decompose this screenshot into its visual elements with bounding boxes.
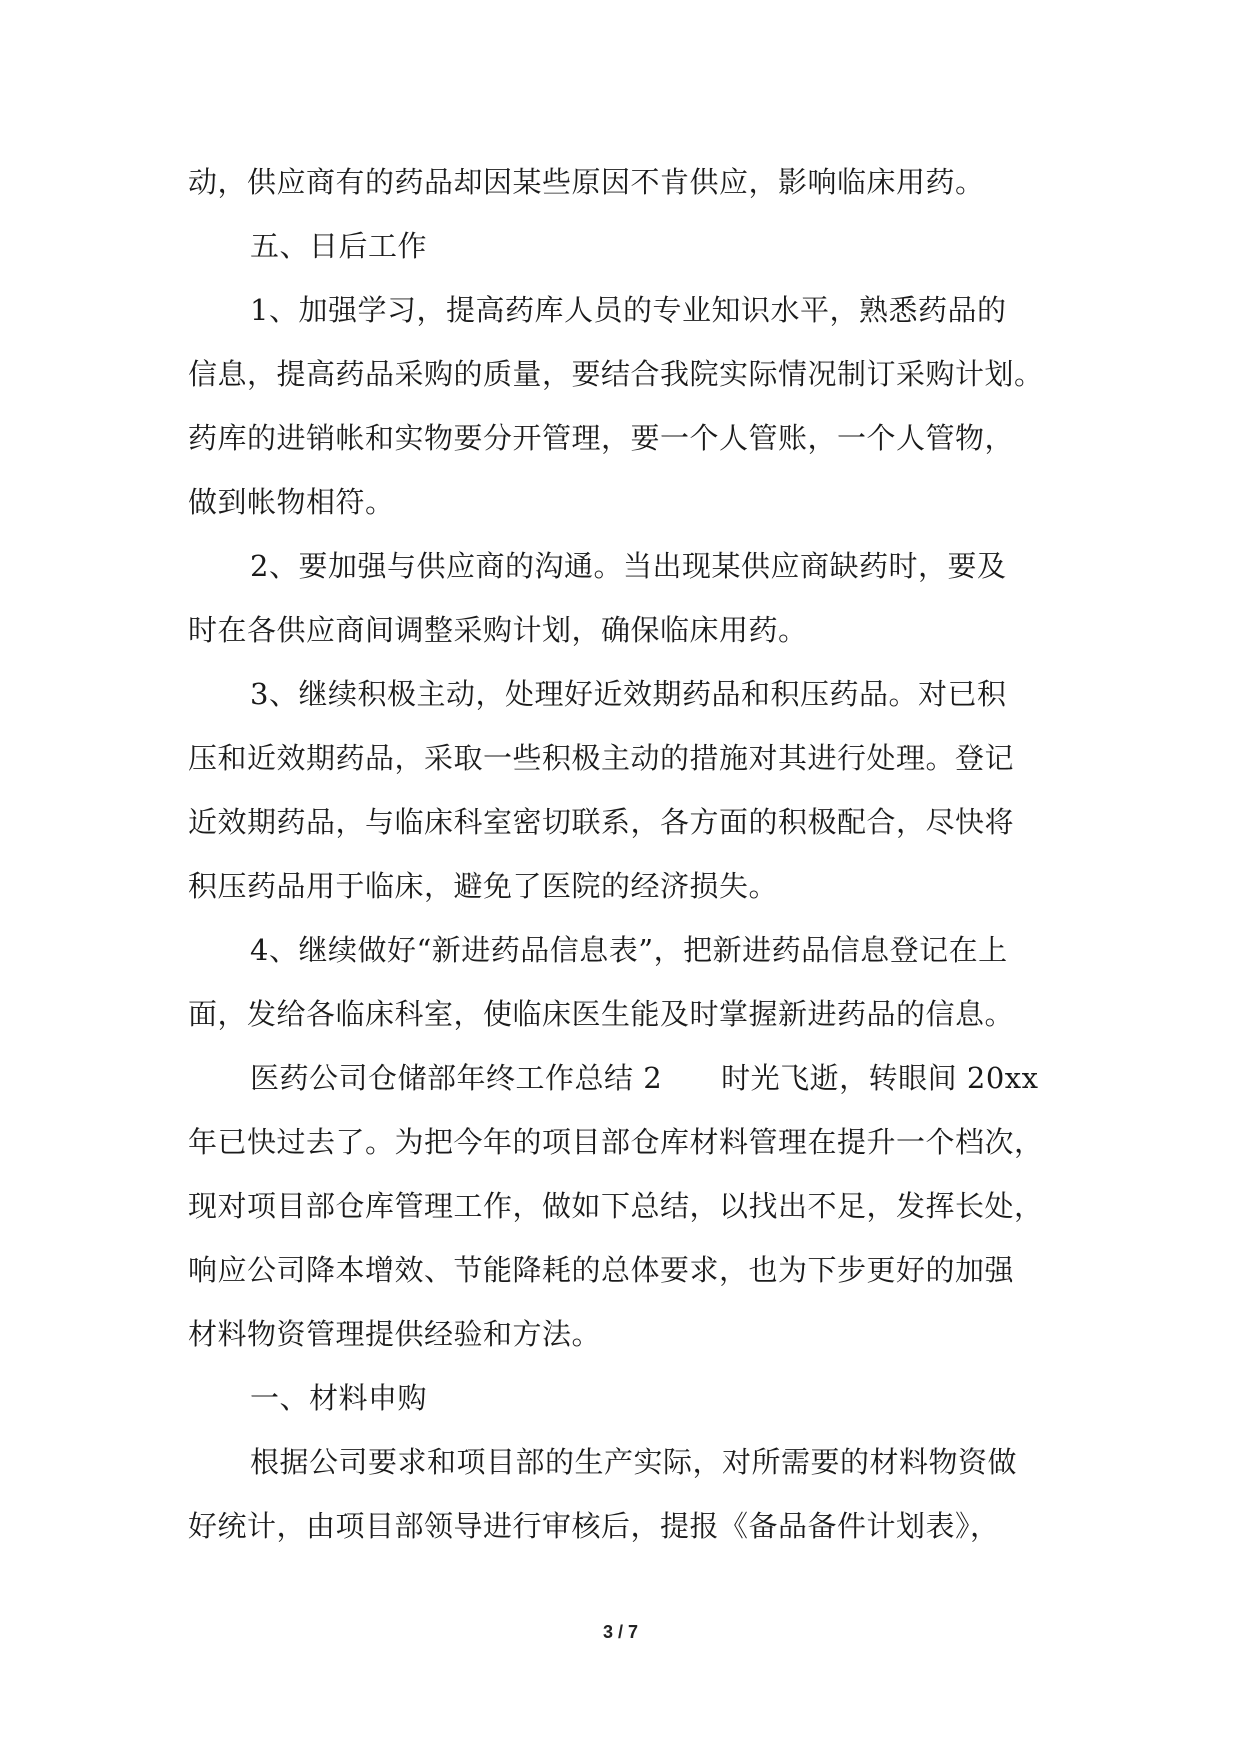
body-line: 面，发给各临床科室，使临床医生能及时掌握新进药品的信息。: [188, 997, 1015, 1031]
page-number: 3 / 7: [602, 1622, 639, 1642]
document-title-line: 医药公司仓储部年终工作总结 2 时光飞逝，转眼间 20xx: [250, 1061, 1039, 1095]
section-heading: 一、材料申购: [250, 1381, 428, 1415]
body-line: 材料物资管理提供经验和方法。: [188, 1317, 602, 1351]
body-line: 压和近效期药品，采取一些积极主动的措施对其进行处理。登记: [188, 741, 1015, 775]
body-line: 现对项目部仓库管理工作，做如下总结，以找出不足，发挥长处，: [188, 1189, 1044, 1223]
body-line: 3、继续积极主动，处理好近效期药品和积压药品。对已积: [250, 677, 1007, 711]
body-line: 2、要加强与供应商的沟通。当出现某供应商缺药时，要及: [250, 549, 1007, 583]
body-line: 根据公司要求和项目部的生产实际，对所需要的材料物资做: [250, 1445, 1018, 1479]
body-line: 年已快过去了。为把今年的项目部仓库材料管理在提升一个档次，: [188, 1125, 1044, 1159]
body-line: 药库的进销帐和实物要分开管理，要一个人管账，一个人管物，: [188, 421, 1015, 455]
body-line: 积压药品用于临床，避免了医院的经济损失。: [188, 869, 779, 903]
body-line: 响应公司降本增效、节能降耗的总体要求，也为下步更好的加强: [188, 1253, 1015, 1287]
document-body: [188, 150, 1068, 1558]
body-line: 4、继续做好“新进药品信息表”，把新进药品信息登记在上: [250, 933, 1008, 967]
section-heading: 五、日后工作: [250, 229, 428, 263]
body-line: 1、加强学习，提高药库人员的专业知识水平，熟悉药品的: [250, 293, 1007, 327]
body-line: 好统计，由项目部领导进行审核后，提报《备品备件计划表》，: [188, 1509, 1000, 1543]
body-line: 做到帐物相符。: [188, 485, 395, 519]
body-line: 时在各供应商间调整采购计划，确保临床用药。: [188, 613, 808, 647]
body-line: 信息，提高药品采购的质量，要结合我院实际情况制订采购计划。: [188, 357, 1044, 391]
body-line: 近效期药品，与临床科室密切联系，各方面的积极配合，尽快将: [188, 805, 1015, 839]
body-line: 动，供应商有的药品却因某些原因不肯供应，影响临床用药。: [188, 165, 985, 199]
